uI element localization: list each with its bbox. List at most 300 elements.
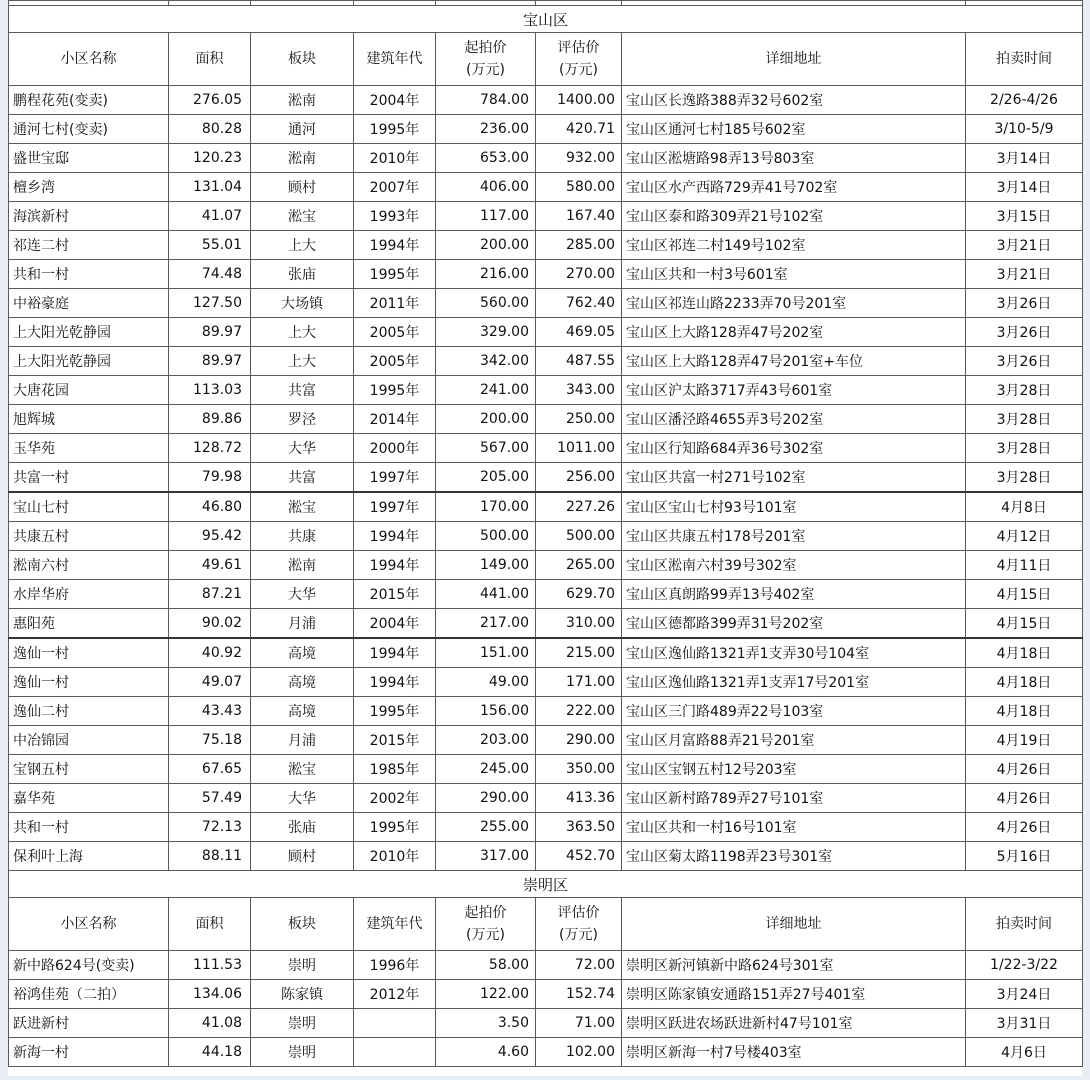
district-header xyxy=(9,871,1083,898)
address-cell: 宝山区沪太路3717弄43号601室 xyxy=(622,376,966,405)
table-row xyxy=(9,173,1083,202)
auction-time-cell: 3月21日 xyxy=(966,260,1083,289)
community-name-cell: 檀乡湾 xyxy=(9,173,169,202)
community-name-cell: 盛世宝邸 xyxy=(9,144,169,173)
table-row xyxy=(9,1009,1083,1038)
table-row xyxy=(9,289,1083,318)
auction-time-cell: 4月19日 xyxy=(966,726,1083,755)
table-row xyxy=(9,115,1083,144)
area-cell: 72.13 xyxy=(169,813,251,842)
auction-time-cell: 3月26日 xyxy=(966,347,1083,376)
plate-cell: 张庙 xyxy=(251,260,354,289)
address-header: 详细地址 xyxy=(622,33,966,86)
auction-listing-sheet xyxy=(8,0,1082,1076)
auction-time-cell: 4月18日 xyxy=(966,668,1083,697)
table-row xyxy=(9,784,1083,813)
plate-cell: 顾村 xyxy=(251,173,354,202)
auction-time-cell: 4月18日 xyxy=(966,697,1083,726)
auction-time-cell: 3月26日 xyxy=(966,318,1083,347)
table-row xyxy=(9,551,1083,580)
build-year-cell: 2007年 xyxy=(354,173,436,202)
area-cell: 75.18 xyxy=(169,726,251,755)
address-cell: 宝山区逸仙路1321弄1支弄30号104室 xyxy=(622,638,966,668)
build-year-cell: 2005年 xyxy=(354,347,436,376)
plate-header: 板块 xyxy=(251,898,354,951)
start-price-cell: 49.00 xyxy=(436,668,536,697)
community-name-cell: 宝山七村 xyxy=(9,492,169,522)
table-row xyxy=(9,609,1083,639)
address-cell: 宝山区新村路789弄27号101室 xyxy=(622,784,966,813)
auction-time-cell: 4月12日 xyxy=(966,522,1083,551)
eval-price-cell: 290.00 xyxy=(536,726,622,755)
plate-cell: 淞南 xyxy=(251,86,354,115)
build-year-cell: 1994年 xyxy=(354,551,436,580)
area-cell: 44.18 xyxy=(169,1038,251,1067)
area-cell: 89.97 xyxy=(169,318,251,347)
table-row xyxy=(9,580,1083,609)
start-price-cell: 255.00 xyxy=(436,813,536,842)
start-price-cell: 245.00 xyxy=(436,755,536,784)
auction-time-cell: 3月24日 xyxy=(966,980,1083,1009)
table-row xyxy=(9,1038,1083,1067)
table-row xyxy=(9,755,1083,784)
table-row xyxy=(9,376,1083,405)
table-row xyxy=(9,231,1083,260)
area-cell: 113.03 xyxy=(169,376,251,405)
address-cell: 宝山区真朗路99弄13号402室 xyxy=(622,580,966,609)
start-price-cell: 205.00 xyxy=(436,463,536,493)
start-price-cell: 500.00 xyxy=(436,522,536,551)
start-price-cell: 200.00 xyxy=(436,231,536,260)
community-name-cell: 逸仙一村 xyxy=(9,638,169,668)
start-price-cell: 567.00 xyxy=(436,434,536,463)
start-price-cell: 151.00 xyxy=(436,638,536,668)
start-price-cell: 217.00 xyxy=(436,609,536,639)
table-row xyxy=(9,813,1083,842)
header-line: 评估价 xyxy=(557,905,600,921)
community-name-cell: 新海一村 xyxy=(9,1038,169,1067)
eval-price-cell: 256.00 xyxy=(536,463,622,493)
eval-price-cell: 152.74 xyxy=(536,980,622,1009)
auction-time-cell: 3月14日 xyxy=(966,144,1083,173)
area-cell: 41.08 xyxy=(169,1009,251,1038)
build-year-cell xyxy=(354,1038,436,1067)
start-price-cell: 784.00 xyxy=(436,86,536,115)
plate-cell: 张庙 xyxy=(251,813,354,842)
plate-cell: 大场镇 xyxy=(251,289,354,318)
area-cell: 87.21 xyxy=(169,580,251,609)
community-name-cell: 通河七村(变卖) xyxy=(9,115,169,144)
plate-cell: 上大 xyxy=(251,231,354,260)
auction-time-cell: 3/10-5/9 xyxy=(966,115,1083,144)
community-name-cell: 跃进新村 xyxy=(9,1009,169,1038)
build-year-cell: 1985年 xyxy=(354,755,436,784)
area-cell: 55.01 xyxy=(169,231,251,260)
table-row xyxy=(9,405,1083,434)
start-price-header xyxy=(436,898,536,951)
start-price-cell: 329.00 xyxy=(436,318,536,347)
start-price-cell: 3.50 xyxy=(436,1009,536,1038)
address-cell: 宝山区共和一村16号101室 xyxy=(622,813,966,842)
eval-price-cell: 500.00 xyxy=(536,522,622,551)
name-header: 小区名称 xyxy=(9,898,169,951)
plate-cell: 淞南 xyxy=(251,551,354,580)
plate-cell: 罗泾 xyxy=(251,405,354,434)
address-cell: 宝山区月富路88弄21号201室 xyxy=(622,726,966,755)
eval-price-cell: 71.00 xyxy=(536,1009,622,1038)
eval-price-cell: 350.00 xyxy=(536,755,622,784)
district-header xyxy=(9,6,1083,33)
community-name-cell: 旭辉城 xyxy=(9,405,169,434)
community-name-cell: 共和一村 xyxy=(9,260,169,289)
community-name-cell: 中冶锦园 xyxy=(9,726,169,755)
area-cell: 276.05 xyxy=(169,86,251,115)
plate-cell: 共康 xyxy=(251,522,354,551)
community-name-cell: 保利叶上海 xyxy=(9,842,169,871)
build-year-cell: 2010年 xyxy=(354,144,436,173)
column-header-row xyxy=(9,898,1083,951)
address-cell: 宝山区共和一村3号601室 xyxy=(622,260,966,289)
address-cell: 宝山区菊太路1198弄23号301室 xyxy=(622,842,966,871)
community-name-cell: 上大阳光乾静园 xyxy=(9,318,169,347)
header-unit: (万元) xyxy=(466,62,505,78)
table-row xyxy=(9,638,1083,668)
plate-cell: 崇明 xyxy=(251,1038,354,1067)
address-cell: 崇明区跃进农场跃进新村47号101室 xyxy=(622,1009,966,1038)
eval-price-cell: 310.00 xyxy=(536,609,622,639)
build-year-cell: 1994年 xyxy=(354,522,436,551)
start-price-cell: 290.00 xyxy=(436,784,536,813)
auction-time-cell: 4月8日 xyxy=(966,492,1083,522)
eval-price-cell: 343.00 xyxy=(536,376,622,405)
build-year-cell: 1997年 xyxy=(354,463,436,493)
table-row xyxy=(9,434,1083,463)
area-cell: 131.04 xyxy=(169,173,251,202)
eval-price-cell: 72.00 xyxy=(536,951,622,980)
eval-price-cell: 487.55 xyxy=(536,347,622,376)
district-name: 崇明区 xyxy=(9,871,1083,898)
plate-cell: 高境 xyxy=(251,668,354,697)
plate-cell: 崇明 xyxy=(251,1009,354,1038)
table-row xyxy=(9,951,1083,980)
auction-time-cell: 4月26日 xyxy=(966,784,1083,813)
area-cell: 134.06 xyxy=(169,980,251,1009)
start-price-cell: 241.00 xyxy=(436,376,536,405)
start-price-cell: 216.00 xyxy=(436,260,536,289)
start-price-cell: 4.60 xyxy=(436,1038,536,1067)
area-header: 面积 xyxy=(169,898,251,951)
auction-time-cell: 3月28日 xyxy=(966,405,1083,434)
eval-price-cell: 1400.00 xyxy=(536,86,622,115)
community-name-cell: 裕鸿佳苑（二拍） xyxy=(9,980,169,1009)
area-cell: 120.23 xyxy=(169,144,251,173)
table-row xyxy=(9,463,1083,493)
plate-cell: 上大 xyxy=(251,347,354,376)
address-cell: 宝山区潘泾路4655弄3号202室 xyxy=(622,405,966,434)
area-cell: 128.72 xyxy=(169,434,251,463)
area-cell: 57.49 xyxy=(169,784,251,813)
address-cell: 宝山区宝钢五村12号203室 xyxy=(622,755,966,784)
table-row xyxy=(9,697,1083,726)
community-name-cell: 水岸华府 xyxy=(9,580,169,609)
eval-price-cell: 932.00 xyxy=(536,144,622,173)
table-row xyxy=(9,318,1083,347)
address-cell: 宝山区水产西路729弄41号702室 xyxy=(622,173,966,202)
build-year-cell: 2015年 xyxy=(354,580,436,609)
address-cell: 崇明区新海一村7号楼403室 xyxy=(622,1038,966,1067)
eval-price-cell: 285.00 xyxy=(536,231,622,260)
plate-cell: 月浦 xyxy=(251,726,354,755)
eval-price-cell: 102.00 xyxy=(536,1038,622,1067)
community-name-cell: 玉华苑 xyxy=(9,434,169,463)
plate-cell: 上大 xyxy=(251,318,354,347)
start-price-cell: 149.00 xyxy=(436,551,536,580)
start-price-cell: 170.00 xyxy=(436,492,536,522)
build-year-cell: 1995年 xyxy=(354,260,436,289)
plate-cell: 月浦 xyxy=(251,609,354,639)
header-line: 评估价 xyxy=(557,40,600,56)
start-price-cell: 653.00 xyxy=(436,144,536,173)
build-year-cell: 2012年 xyxy=(354,980,436,1009)
plate-cell: 高境 xyxy=(251,697,354,726)
address-cell: 宝山区共康五村178号201室 xyxy=(622,522,966,551)
auction-time-cell: 4月26日 xyxy=(966,755,1083,784)
area-cell: 67.65 xyxy=(169,755,251,784)
community-name-cell: 宝钢五村 xyxy=(9,755,169,784)
area-cell: 74.48 xyxy=(169,260,251,289)
area-cell: 46.80 xyxy=(169,492,251,522)
area-cell: 43.43 xyxy=(169,697,251,726)
auction-time-cell: 4月6日 xyxy=(966,1038,1083,1067)
start-price-cell: 342.00 xyxy=(436,347,536,376)
start-price-cell: 117.00 xyxy=(436,202,536,231)
area-cell: 79.98 xyxy=(169,463,251,493)
table-row xyxy=(9,144,1083,173)
start-price-cell: 236.00 xyxy=(436,115,536,144)
auction-time-cell: 3月15日 xyxy=(966,202,1083,231)
community-name-cell: 逸仙二村 xyxy=(9,697,169,726)
community-name-cell: 共和一村 xyxy=(9,813,169,842)
build-year-cell: 1994年 xyxy=(354,638,436,668)
community-name-cell: 上大阳光乾静园 xyxy=(9,347,169,376)
address-cell: 宝山区德都路399弄31号202室 xyxy=(622,609,966,639)
eval-price-cell: 762.40 xyxy=(536,289,622,318)
table-row xyxy=(9,347,1083,376)
build-year-cell: 2015年 xyxy=(354,726,436,755)
eval-price-cell: 265.00 xyxy=(536,551,622,580)
auction-time-cell: 3月26日 xyxy=(966,289,1083,318)
build-year-cell: 1995年 xyxy=(354,697,436,726)
year-header: 建筑年代 xyxy=(354,898,436,951)
table-row xyxy=(9,260,1083,289)
header-line: 起拍价 xyxy=(464,40,507,56)
plate-cell: 崇明 xyxy=(251,951,354,980)
plate-cell: 顾村 xyxy=(251,842,354,871)
community-name-cell: 淞南六村 xyxy=(9,551,169,580)
column-header-row xyxy=(9,33,1083,86)
area-cell: 90.02 xyxy=(169,609,251,639)
plate-cell: 淞宝 xyxy=(251,755,354,784)
address-cell: 宝山区上大路128弄47号201室+车位 xyxy=(622,347,966,376)
address-cell: 宝山区行知路684弄36号302室 xyxy=(622,434,966,463)
area-cell: 88.11 xyxy=(169,842,251,871)
start-price-cell: 156.00 xyxy=(436,697,536,726)
address-cell: 宝山区长逸路388弄32号602室 xyxy=(622,86,966,115)
header-unit: (万元) xyxy=(559,62,598,78)
table-row xyxy=(9,726,1083,755)
community-name-cell: 祁连二村 xyxy=(9,231,169,260)
community-name-cell: 嘉华苑 xyxy=(9,784,169,813)
eval-price-cell: 363.50 xyxy=(536,813,622,842)
address-header: 详细地址 xyxy=(622,898,966,951)
start-price-cell: 200.00 xyxy=(436,405,536,434)
auction-time-cell: 4月15日 xyxy=(966,609,1083,639)
plate-cell: 共富 xyxy=(251,463,354,493)
eval-price-cell: 629.70 xyxy=(536,580,622,609)
eval-price-cell: 167.40 xyxy=(536,202,622,231)
eval-price-cell: 215.00 xyxy=(536,638,622,668)
address-cell: 宝山区共富一村271号102室 xyxy=(622,463,966,493)
eval-price-cell: 171.00 xyxy=(536,668,622,697)
auction-time-cell: 3月21日 xyxy=(966,231,1083,260)
auction-time-cell: 2/26-4/26 xyxy=(966,86,1083,115)
plate-cell: 大华 xyxy=(251,580,354,609)
auction-time-header: 拍卖时间 xyxy=(966,33,1083,86)
plate-cell: 大华 xyxy=(251,434,354,463)
table-row xyxy=(9,86,1083,115)
eval-price-cell: 222.00 xyxy=(536,697,622,726)
community-name-cell: 惠阳苑 xyxy=(9,609,169,639)
auction-time-cell: 4月18日 xyxy=(966,638,1083,668)
auction-time-cell: 1/22-3/22 xyxy=(966,951,1083,980)
eval-price-cell: 227.26 xyxy=(536,492,622,522)
start-price-cell: 406.00 xyxy=(436,173,536,202)
build-year-cell: 2004年 xyxy=(354,86,436,115)
area-cell: 95.42 xyxy=(169,522,251,551)
address-cell: 宝山区泰和路309弄21号102室 xyxy=(622,202,966,231)
eval-price-cell: 250.00 xyxy=(536,405,622,434)
area-header: 面积 xyxy=(169,33,251,86)
eval-price-cell: 469.05 xyxy=(536,318,622,347)
address-cell: 宝山区三门路489弄22号103室 xyxy=(622,697,966,726)
plate-cell: 淞宝 xyxy=(251,202,354,231)
area-cell: 89.97 xyxy=(169,347,251,376)
plate-header: 板块 xyxy=(251,33,354,86)
eval-price-cell: 452.70 xyxy=(536,842,622,871)
build-year-cell: 2014年 xyxy=(354,405,436,434)
address-cell: 宝山区宝山七村93号101室 xyxy=(622,492,966,522)
eval-price-header xyxy=(536,33,622,86)
build-year-cell: 2005年 xyxy=(354,318,436,347)
eval-price-cell: 1011.00 xyxy=(536,434,622,463)
table-row xyxy=(9,980,1083,1009)
district-name: 宝山区 xyxy=(9,6,1083,33)
build-year-cell: 1994年 xyxy=(354,231,436,260)
community-name-cell: 大唐花园 xyxy=(9,376,169,405)
table-row xyxy=(9,492,1083,522)
eval-price-cell: 580.00 xyxy=(536,173,622,202)
address-cell: 宝山区淞南六村39号302室 xyxy=(622,551,966,580)
plate-cell: 淞宝 xyxy=(251,492,354,522)
build-year-cell: 1993年 xyxy=(354,202,436,231)
auction-time-header: 拍卖时间 xyxy=(966,898,1083,951)
area-cell: 49.07 xyxy=(169,668,251,697)
address-cell: 宝山区上大路128弄47号202室 xyxy=(622,318,966,347)
build-year-cell: 1996年 xyxy=(354,951,436,980)
community-name-cell: 共富一村 xyxy=(9,463,169,493)
community-name-cell: 海滨新村 xyxy=(9,202,169,231)
address-cell: 崇明区陈家镇安通路151弄27号401室 xyxy=(622,980,966,1009)
address-cell: 崇明区新河镇新中路624号301室 xyxy=(622,951,966,980)
table-row xyxy=(9,842,1083,871)
start-price-cell: 441.00 xyxy=(436,580,536,609)
community-name-cell: 新中路624号(变卖) xyxy=(9,951,169,980)
auction-table xyxy=(8,0,1083,1067)
area-cell: 40.92 xyxy=(169,638,251,668)
address-cell: 宝山区通河七村185号602室 xyxy=(622,115,966,144)
area-cell: 80.28 xyxy=(169,115,251,144)
auction-time-cell: 3月31日 xyxy=(966,1009,1083,1038)
build-year-cell: 2010年 xyxy=(354,842,436,871)
name-header: 小区名称 xyxy=(9,33,169,86)
plate-cell: 共富 xyxy=(251,376,354,405)
build-year-cell: 1994年 xyxy=(354,668,436,697)
start-price-cell: 560.00 xyxy=(436,289,536,318)
build-year-cell: 1997年 xyxy=(354,492,436,522)
header-line: 起拍价 xyxy=(464,905,507,921)
build-year-cell: 1995年 xyxy=(354,115,436,144)
eval-price-cell: 270.00 xyxy=(536,260,622,289)
plate-cell: 大华 xyxy=(251,784,354,813)
area-cell: 127.50 xyxy=(169,289,251,318)
auction-time-cell: 4月15日 xyxy=(966,580,1083,609)
header-unit: (万元) xyxy=(559,927,598,943)
start-price-header xyxy=(436,33,536,86)
start-price-cell: 122.00 xyxy=(436,980,536,1009)
eval-price-cell: 413.36 xyxy=(536,784,622,813)
auction-time-cell: 4月11日 xyxy=(966,551,1083,580)
plate-cell: 通河 xyxy=(251,115,354,144)
plate-cell: 陈家镇 xyxy=(251,980,354,1009)
address-cell: 宝山区祁连山路2233弄70号201室 xyxy=(622,289,966,318)
build-year-cell: 2011年 xyxy=(354,289,436,318)
build-year-cell: 1995年 xyxy=(354,813,436,842)
build-year-cell: 2002年 xyxy=(354,784,436,813)
area-cell: 111.53 xyxy=(169,951,251,980)
build-year-cell: 2004年 xyxy=(354,609,436,639)
auction-time-cell: 5月16日 xyxy=(966,842,1083,871)
table-row xyxy=(9,522,1083,551)
start-price-cell: 317.00 xyxy=(436,842,536,871)
area-cell: 49.61 xyxy=(169,551,251,580)
community-name-cell: 中裕豪庭 xyxy=(9,289,169,318)
plate-cell: 淞南 xyxy=(251,144,354,173)
community-name-cell: 逸仙一村 xyxy=(9,668,169,697)
start-price-cell: 203.00 xyxy=(436,726,536,755)
address-cell: 宝山区祁连二村149号102室 xyxy=(622,231,966,260)
auction-time-cell: 4月26日 xyxy=(966,813,1083,842)
table-row xyxy=(9,668,1083,697)
address-cell: 宝山区逸仙路1321弄1支弄17号201室 xyxy=(622,668,966,697)
eval-price-cell: 420.71 xyxy=(536,115,622,144)
eval-price-header xyxy=(536,898,622,951)
build-year-cell: 2000年 xyxy=(354,434,436,463)
community-name-cell: 共康五村 xyxy=(9,522,169,551)
header-unit: (万元) xyxy=(466,927,505,943)
plate-cell: 高境 xyxy=(251,638,354,668)
start-price-cell: 58.00 xyxy=(436,951,536,980)
area-cell: 89.86 xyxy=(169,405,251,434)
